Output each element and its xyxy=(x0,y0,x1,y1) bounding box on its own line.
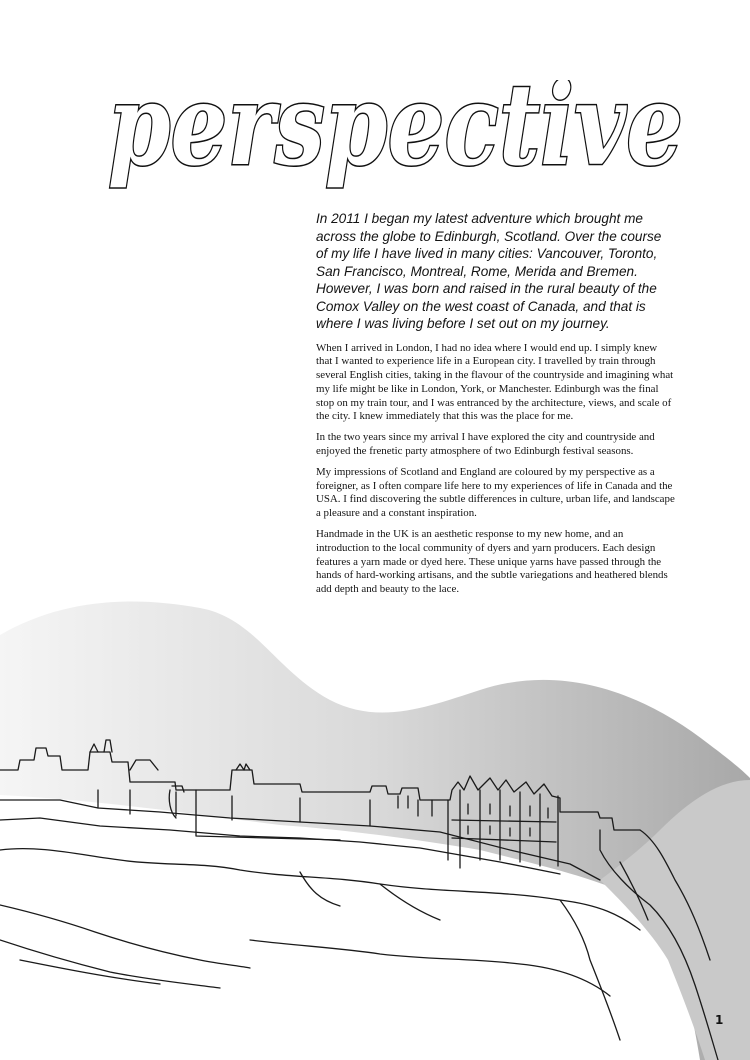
body-paragraph: My impressions of Scotland and England are coloured by my perspective as a foreigner, as I often compare life here to my experiences of life in Canada and the USA. I find discovering the subtle differences in culture, urban life, and landscape a pleasure and a constant inspiration. xyxy=(316,465,675,520)
sky-shape xyxy=(0,601,750,1060)
body-paragraph: Handmade in the UK is an aesthetic response to my new home, and an introduction to the local community of dyers and yarn producers. Each design features a yarn made or dyed here. These unique yarns have passed through the hands of hard-working artisans, and the subtle variegations and heathered blends add depth and beauty to the lace. xyxy=(316,528,668,596)
body-paragraph: In the two years since my arrival I have explored the city and countryside and enjoyed the frenetic party atmosphere of two Edinburgh festival seasons. xyxy=(316,431,655,458)
page-title xyxy=(100,80,700,190)
page-number: 1 xyxy=(715,1013,724,1027)
body-paragraph: When I arrived in London, I had no idea where I would end up. I simply knew that I wanted to experience life in a European city. I travelled by train through several English cities, taking in the flavour of the countryside and imagining what my life might be like in London, York, or Manchester. Edinburgh was the final stop on my train tour, and I was entranced by the architecture, views, and scale of the city. I knew immediately that this was the place for me. xyxy=(316,341,674,423)
intro-paragraph: In 2011 I began my latest adventure which brought me across the globe to Edinburgh, Scotland. Over the course of my life I have lived in many cities: Vancouver, Toronto, San Francisco, Montreal, Rome, Merida and Bremen. However, I was born and raised in the rural beauty of the Comox Valley on the west coast of Canada, and that is where I was living before I set out on my journey. xyxy=(316,211,662,331)
page-title-text: perspective xyxy=(108,80,683,190)
article-body xyxy=(316,210,676,604)
